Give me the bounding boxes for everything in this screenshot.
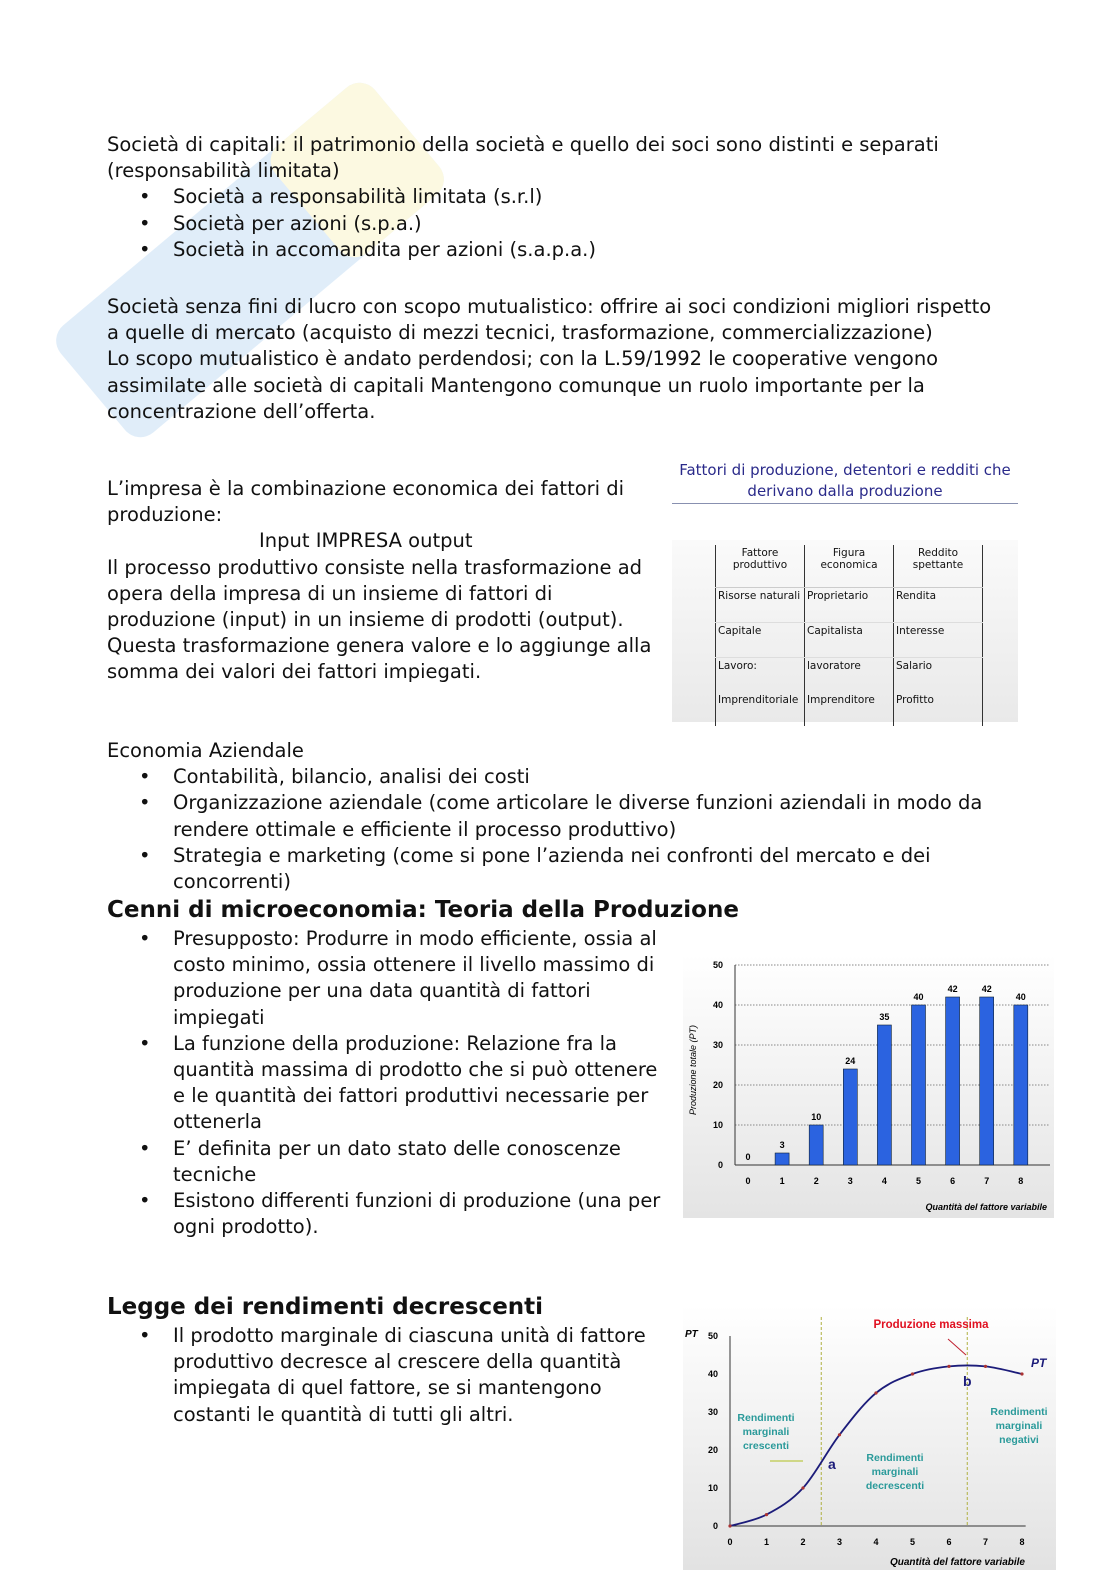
section-societa-capitali <box>107 132 987 263</box>
list-item: • Società per azioni (s.p.a.) <box>107 211 987 237</box>
data-point <box>1020 1372 1023 1375</box>
list-item: • Esistono differenti funzioni di produzione (una per ogni prodotto). <box>107 1188 662 1240</box>
section-title: Economia Aziendale <box>107 739 304 762</box>
point-label-a: a <box>828 1456 836 1472</box>
data-label: 24 <box>845 1056 856 1066</box>
table-cell: Capitale <box>716 623 805 658</box>
section-teoria-produzione <box>107 926 662 1240</box>
data-label: 0 <box>745 1152 751 1162</box>
annotation-rendimenti-crescenti: crescenti <box>742 1440 790 1452</box>
table-cell: lavoratore <box>805 658 894 693</box>
bar-chart-produzione-totale <box>683 955 1054 1218</box>
y-tick-label: 50 <box>712 960 723 970</box>
data-point <box>801 1486 804 1489</box>
table-cell: Salario <box>894 658 983 693</box>
section-economia-aziendale <box>107 738 1017 895</box>
section-rendimenti <box>107 1323 662 1428</box>
x-tick-label: 5 <box>909 1537 916 1547</box>
annotation-rendimenti-negativi: Rendimenti <box>990 1406 1048 1418</box>
list-item: • Contabilità, bilancio, analisi dei costi <box>107 764 1017 790</box>
bar <box>809 1125 823 1165</box>
paragraph: Lo scopo mutualistico è andato perdendosi; con la L.59/1992 le cooperative vengono assimilate alle società di capitali Mantengono comunque un ruolo importante per la concentrazione dell’offerta. <box>107 347 939 423</box>
annotation-rendimenti-crescenti: Rendimenti <box>737 1412 795 1424</box>
bar <box>1014 1005 1028 1165</box>
section-cooperative <box>107 294 997 425</box>
x-tick-label: 4 <box>873 1537 879 1547</box>
data-label: 10 <box>811 1112 822 1122</box>
paragraph: Società senza fini di lucro con scopo mutualistico: offrire ai soci condizioni migliori rispetto a quelle di mercato (acquisto di mezzi tecnici, trasformazione, commercializzazione) <box>107 295 992 345</box>
data-label: 42 <box>947 984 958 994</box>
x-axis-label: Quantità del fattore variabile <box>889 1557 1025 1568</box>
x-tick-label: 8 <box>1018 1176 1024 1186</box>
data-label: 3 <box>779 1140 785 1150</box>
data-label: 40 <box>913 992 924 1002</box>
y-tick-label: 10 <box>712 1120 723 1130</box>
data-label: 40 <box>1015 992 1026 1002</box>
table-cell: Risorse naturali <box>716 588 805 623</box>
x-tick-label: 2 <box>800 1537 806 1547</box>
heading-teoria-produzione: Cenni di microeconomia: Teoria della Produzione <box>107 897 739 923</box>
table-cell: Interesse <box>894 623 983 658</box>
y-tick-label: 20 <box>707 1445 718 1455</box>
annotation-rendimenti-negativi: negativi <box>999 1434 1039 1446</box>
bullet-list <box>107 1323 662 1428</box>
y-tick-label: 40 <box>707 1369 718 1379</box>
x-tick-label: 7 <box>984 1176 990 1186</box>
list-item: • Strategia e marketing (come si pone l’azienda nei confronti del mercato e dei concorrenti) <box>107 843 1017 895</box>
y-tick-label: 0 <box>717 1160 723 1170</box>
y-axis-label: Produzione totale (PT) <box>688 1024 698 1116</box>
bar <box>946 997 960 1165</box>
x-tick-label: 6 <box>950 1176 956 1186</box>
data-point <box>874 1391 877 1394</box>
x-tick-label: 2 <box>813 1176 819 1186</box>
y-tick-label: 30 <box>707 1407 718 1417</box>
line-chart-produzione-totale <box>683 1305 1056 1570</box>
list-item: • Società in accomandita per azioni (s.a.p.a.) <box>107 237 987 263</box>
table-figure-title: Fattori di produzione, detentori e redditi che derivano dalla produzione <box>672 460 1018 504</box>
annotation-max: Produzione massima <box>873 1319 989 1331</box>
annotation-rendimenti-crescenti: marginali <box>742 1426 790 1438</box>
factors-table <box>715 545 983 726</box>
bullet-list <box>107 764 1017 895</box>
bar <box>775 1153 789 1165</box>
chart-background <box>683 955 1054 1218</box>
y-tick-label: 20 <box>712 1080 723 1090</box>
x-axis-label: Quantità del fattore variabile <box>925 1202 1047 1212</box>
table-header: Fattore produttivo <box>716 545 805 588</box>
bar <box>912 1005 926 1165</box>
heading-rendimenti-decrescenti: Legge dei rendimenti decrescenti <box>107 1294 544 1320</box>
bar <box>980 997 994 1165</box>
y-axis-label: PT <box>685 1329 698 1340</box>
data-point <box>765 1513 768 1516</box>
table-figure <box>672 460 1018 722</box>
paragraph: L’impresa è la combinazione economica dei fattori di produzione: <box>107 477 625 527</box>
annotation-rendimenti-decrescenti: decrescenti <box>865 1480 925 1492</box>
y-tick-label: 0 <box>712 1521 718 1531</box>
x-tick-label: 0 <box>745 1176 751 1186</box>
data-point <box>947 1365 950 1368</box>
table-cell: Profitto <box>894 692 983 726</box>
data-label: 35 <box>879 1012 890 1022</box>
table-cell: Lavoro: <box>716 658 805 693</box>
x-tick-label: 5 <box>915 1176 922 1186</box>
annotation-rendimenti-negativi: marginali <box>995 1420 1043 1432</box>
y-tick-label: 30 <box>712 1040 723 1050</box>
data-point <box>911 1372 914 1375</box>
y-tick-label: 40 <box>712 1000 723 1010</box>
y-tick-label: 50 <box>707 1331 718 1341</box>
x-tick-label: 7 <box>982 1537 989 1547</box>
list-item: • Il prodotto marginale di ciascuna unità di fattore produttivo decresce al crescere della quantità impiegata di quel fattore, se si mantengono costanti le quantità di tutti gli altri. <box>107 1323 662 1428</box>
data-point <box>984 1365 987 1368</box>
list-item: • E’ definita per un dato stato delle conoscenze tecniche <box>107 1136 662 1188</box>
section-impresa <box>107 476 652 686</box>
list-item: • La funzione della produzione: Relazione fra la quantità massima di prodotto che si può ottenere e le quantità dei fattori produttivi necessarie per ottenerla <box>107 1031 662 1136</box>
data-point <box>838 1433 841 1436</box>
series-label: PT <box>1031 1356 1047 1370</box>
x-tick-label: 0 <box>727 1537 733 1547</box>
table-cell: Rendita <box>894 588 983 623</box>
bar <box>843 1069 857 1165</box>
list-item: • Organizzazione aziendale (come articolare le diverse funzioni aziendali in modo da rendere ottimale e efficiente il processo produttivo) <box>107 790 1017 842</box>
table-cell: Imprenditore <box>805 692 894 726</box>
annotation-rendimenti-decrescenti: Rendimenti <box>866 1452 924 1464</box>
bar <box>877 1025 891 1165</box>
paragraph: Il processo produttivo consiste nella trasformazione ad opera della impresa di un insieme di fattori di produzione (input) in un insieme di prodotti (output). Questa trasformazione genera valore e lo aggiunge alla somma dei valori dei fattori impiegati. <box>107 555 652 684</box>
table-header: Reddito spettante <box>894 545 983 588</box>
x-tick-label: 1 <box>779 1176 785 1186</box>
bullet-list <box>107 184 987 263</box>
annotation-rendimenti-decrescenti: marginali <box>871 1466 919 1478</box>
list-item: • Società a responsabilità limitata (s.r.l) <box>107 184 987 210</box>
bullet-list <box>107 926 662 1240</box>
table-header: Figura economica <box>805 545 894 588</box>
x-tick-label: 1 <box>763 1537 770 1547</box>
data-label: 42 <box>981 984 992 994</box>
x-tick-label: 3 <box>836 1537 843 1547</box>
input-output-line: Input IMPRESA output <box>259 529 473 553</box>
data-point <box>728 1524 731 1527</box>
list-item: • Presupposto: Produrre in modo efficiente, ossia al costo minimo, ossia ottenere il livello massimo di produzione per una data quantità di fattori impiegati <box>107 926 662 1031</box>
point-label-b: b <box>963 1373 972 1389</box>
paragraph: Società di capitali: il patrimonio della società e quello dei soci sono distinti e separati (responsabilità limitata) <box>107 133 939 183</box>
table-cell: Capitalista <box>805 623 894 658</box>
table-cell: Imprenditoriale <box>716 692 805 726</box>
x-tick-label: 4 <box>881 1176 887 1186</box>
table-cell: Proprietario <box>805 588 894 623</box>
y-tick-label: 10 <box>707 1483 718 1493</box>
x-tick-label: 8 <box>1019 1537 1025 1547</box>
x-tick-label: 6 <box>946 1537 952 1547</box>
x-tick-label: 3 <box>847 1176 853 1186</box>
